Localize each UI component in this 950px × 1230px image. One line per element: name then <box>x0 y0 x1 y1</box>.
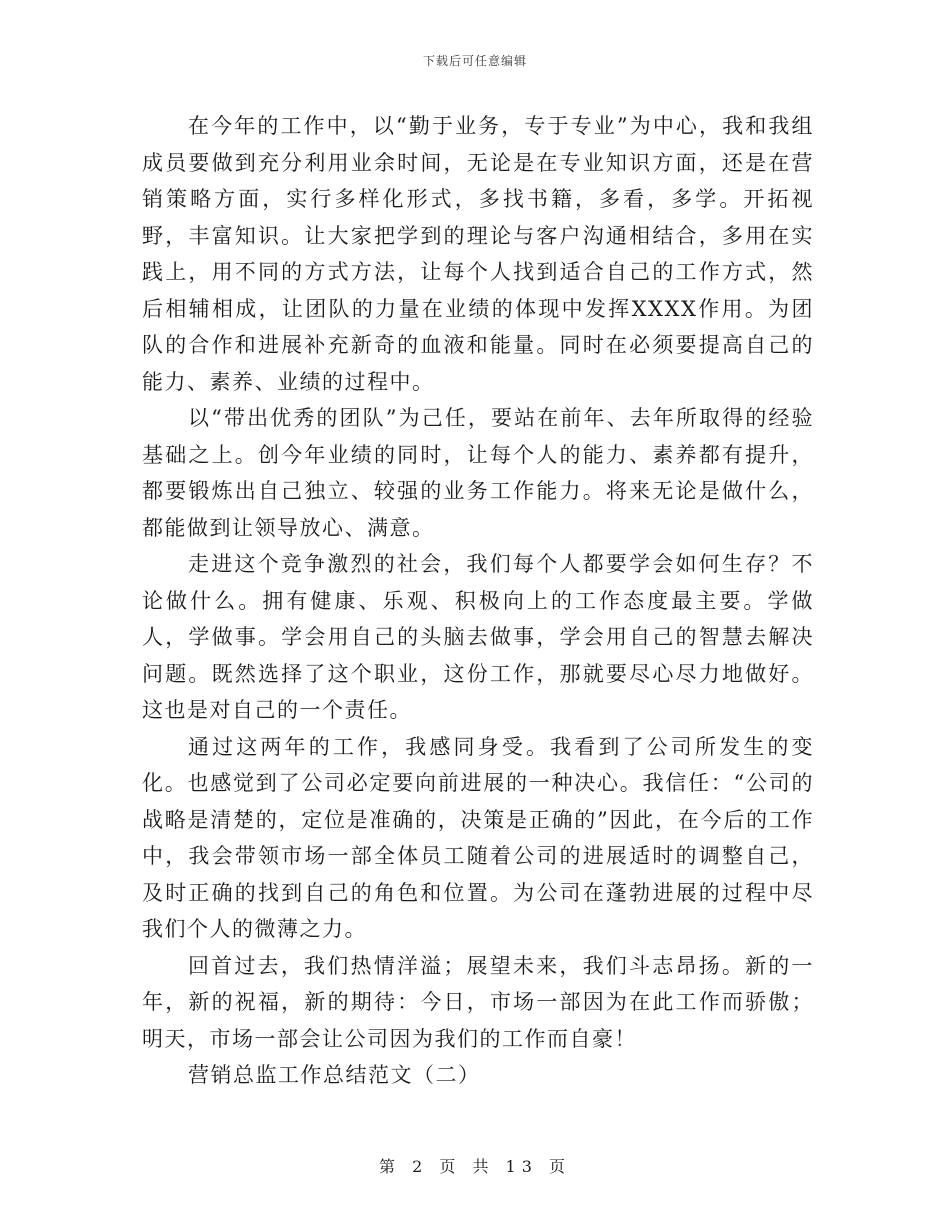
paragraph-work-focus: 在今年的工作中，以“勤于业务，专于专业”为中心，我和我组成员要做到充分利用业余时间，无论是在专业知识方面，还是在营销策略方面，实行多样化形式，多找书籍，多看，多学。开拓视野，丰富知识。让大家把学到的理论与客户沟通相结合，多用在实践上，用不同的方式方法，让每个人找到适合自己的工作方式，然后相辅相成，让团队的力量在业绩的体现中发挥XXXX作用。为团队的合作和进展补充新奇的血液和能量。同时在必须要提高自己的能力、素养、业绩的过程中。 <box>142 114 814 394</box>
section-title: 营销总监工作总结范文（二） <box>188 1063 481 1087</box>
document-body <box>142 108 814 1094</box>
paragraph-looking-forward: 回首过去，我们热情洋溢；展望未来，我们斗志昂扬。新的一年，新的祝福，新的期待：今日，市场一部因为在此工作而骄傲；明天，市场一部会让公司因为我们的工作而自豪！ <box>142 953 814 1051</box>
page-footer: 第 2 页 共 13 页 <box>379 1157 571 1176</box>
paragraph-team-building: 以“带出优秀的团队”为己任，要站在前年、去年所取得的经验基础之上。创今年业绩的同时，让每个人的能力、素养都有提升，都要锻炼出自己独立、较强的业务工作能力。将来无论是做什么，都能做到让领导放心、满意。 <box>142 406 814 540</box>
page-header: 下载后可任意编辑 <box>422 54 527 68</box>
paragraph-competitive-society: 走进这个竞争激烈的社会，我们每个人都要学会如何生存？不论做什么。拥有健康、乐观、积极向上的工作态度最主要。学做人，学做事。学会用自己的头脑去做事，学会用自己的智慧去解决问题。既然选择了这个职业，这份工作，那就要尽心尽力地做好。这也是对自己的一个责任。 <box>142 552 814 722</box>
paragraph-company-strategy: 通过这两年的工作，我感同身受。我看到了公司所发生的变化。也感觉到了公司必定要向前进展的一种决心。我信任：“公司的战略是清楚的，定位是准确的，决策是正确的”因此，在今后的工作中，我会带领市场一部全体员工随着公司的进展适时的调整自己，及时正确的找到自己的角色和位置。为公司在蓬勃进展的过程中尽我们个人的微薄之力。 <box>142 734 814 941</box>
